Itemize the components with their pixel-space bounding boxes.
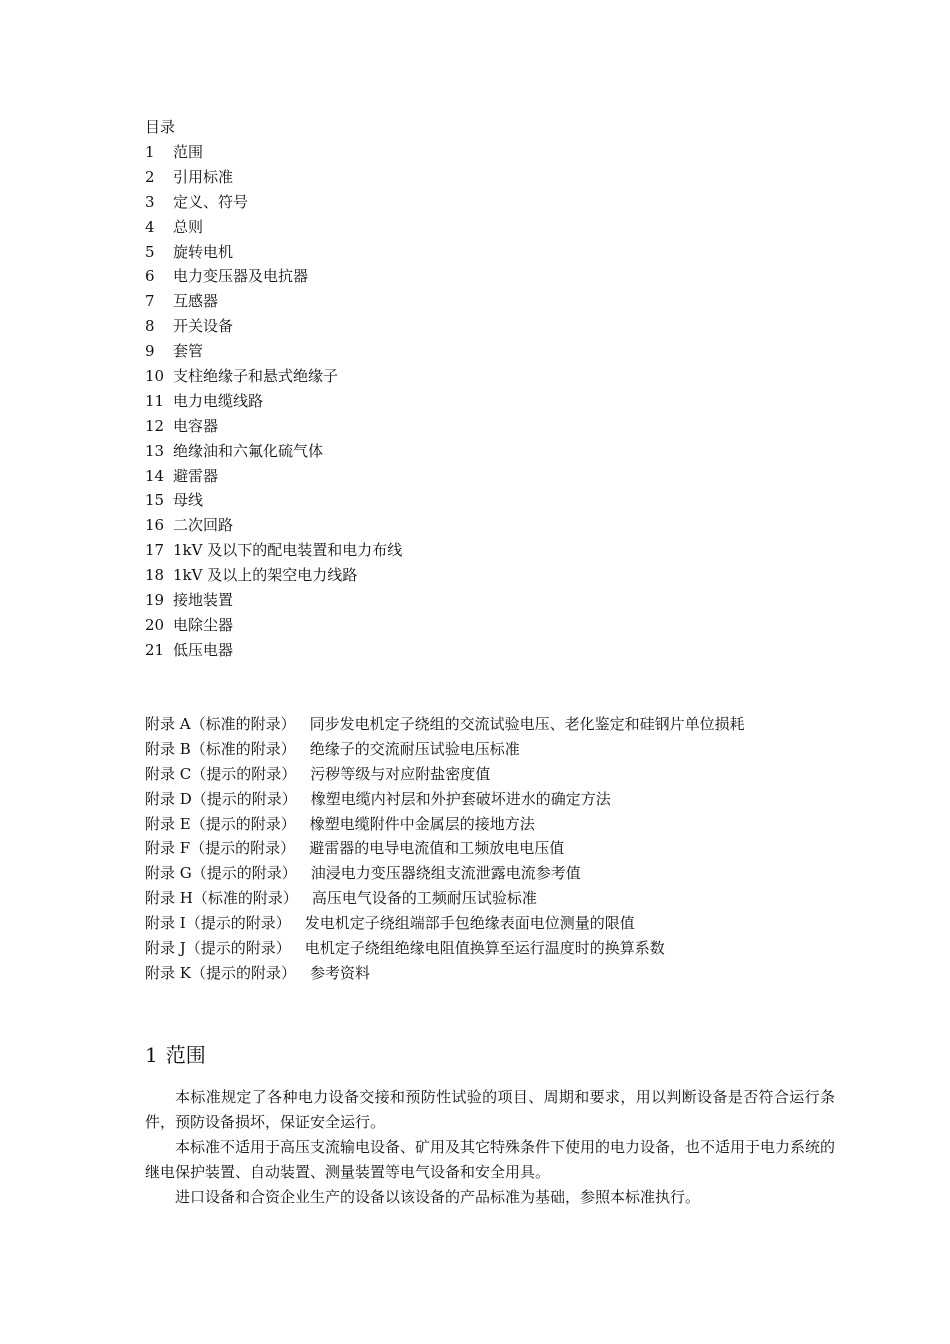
appendix-list — [145, 712, 745, 986]
toc-item — [145, 264, 835, 289]
appendix-title: 橡塑电缆内衬层和外护套破坏进水的确定方法 — [310, 789, 611, 808]
toc-item — [145, 464, 835, 489]
appendix-title: 橡塑电缆附件中金属层的接地方法 — [309, 814, 535, 833]
toc-item-label: 电容器 — [173, 416, 219, 435]
section-number: 1 — [145, 1043, 158, 1067]
appendix-item — [145, 712, 745, 737]
appendix-label: 附录 C（提示的附录） — [145, 764, 297, 783]
toc-item — [145, 563, 835, 588]
toc-item — [145, 240, 835, 265]
toc-item — [145, 364, 835, 389]
appendix-title: 油浸电力变压器绕组支流泄露电流参考值 — [310, 864, 581, 883]
appendix-item — [145, 836, 745, 861]
paragraph: 本标准规定了各种电力设备交接和预防性试验的项目、周期和要求，用以判断设备是否符合运行条件，预防设备损坏，保证安全运行。 — [145, 1088, 835, 1131]
toc-item-label: 母线 — [173, 491, 204, 510]
toc-item — [145, 439, 835, 464]
appendix-item — [145, 961, 745, 986]
toc-item-label: 定义、符号 — [173, 192, 249, 211]
toc-item-label: 套管 — [173, 342, 204, 361]
toc-item-number: 13 — [145, 441, 165, 460]
toc-item-number: 16 — [145, 516, 165, 535]
toc-item-number: 18 — [145, 566, 165, 585]
appendix-label: 附录 K（提示的附录） — [145, 963, 296, 982]
appendix-title: 发电机定子绕组端部手包绝缘表面电位测量的限值 — [304, 914, 635, 933]
toc-item-number: 12 — [145, 416, 165, 435]
toc-item — [145, 140, 835, 165]
toc-item-number: 7 — [145, 292, 155, 311]
toc-item-number: 17 — [145, 541, 165, 560]
appendix-label: 附录 J（提示的附录） — [145, 939, 291, 958]
toc-item-number: 3 — [145, 192, 155, 211]
toc-item — [145, 488, 835, 513]
appendix-item — [145, 936, 745, 961]
appendix-title: 避雷器的电导电流值和工频放电电压值 — [309, 839, 565, 858]
paragraph: 进口设备和合资企业生产的设备以该设备的产品标准为基础，参照本标准执行。 — [175, 1188, 701, 1206]
toc-item — [145, 538, 835, 563]
toc-item-label: 旋转电机 — [173, 242, 234, 261]
appendix-title: 同步发电机定子绕组的交流试验电压、老化鉴定和硅钢片单位损耗 — [309, 715, 745, 733]
toc-item-label: 二次回路 — [173, 516, 234, 535]
toc-item — [145, 289, 835, 314]
toc-item-number: 2 — [145, 167, 155, 186]
appendix-title: 高压电气设备的工频耐压试验标准 — [311, 889, 537, 908]
toc-item — [145, 215, 835, 240]
toc-title: 目录 — [145, 118, 176, 136]
appendix-label: 附录 I（提示的附录） — [145, 914, 291, 933]
appendix-label: 附录 A（标准的附录） — [145, 715, 296, 733]
appendix-item — [145, 787, 745, 812]
toc-item-label: 绝缘油和六氟化硫气体 — [173, 441, 324, 460]
toc-item-label: 低压电器 — [173, 640, 234, 659]
section-heading — [145, 1040, 206, 1070]
toc-item-label: 互感器 — [173, 292, 219, 311]
toc-item-label: 范围 — [173, 143, 204, 161]
toc-item — [145, 513, 835, 538]
toc-item-number: 8 — [145, 317, 155, 336]
toc-item — [145, 638, 835, 663]
toc-item-number: 20 — [145, 615, 165, 634]
appendix-title: 参考资料 — [309, 963, 370, 982]
toc-item-label: 支柱绝缘子和悬式绝缘子 — [173, 367, 339, 386]
toc-list — [145, 140, 835, 663]
appendix-item — [145, 762, 745, 787]
toc-item — [145, 190, 835, 215]
section-body — [145, 1085, 835, 1210]
toc-item-number: 21 — [145, 640, 165, 659]
toc-item — [145, 414, 835, 439]
appendix-item — [145, 861, 745, 886]
toc-item-number: 10 — [145, 367, 165, 386]
toc-item-number: 15 — [145, 491, 165, 510]
toc-item-label: 开关设备 — [173, 317, 234, 336]
toc-item — [145, 613, 835, 638]
appendix-title: 绝缘子的交流耐压试验电压标准 — [309, 739, 520, 758]
toc-item — [145, 165, 835, 190]
toc-item-label: 总则 — [173, 217, 204, 236]
appendix-label: 附录 D（提示的附录） — [145, 789, 297, 808]
toc-item — [145, 339, 835, 364]
toc-item-label: 接地装置 — [173, 591, 234, 610]
toc-item — [145, 314, 835, 339]
toc-item-number: 5 — [145, 242, 155, 261]
appendix-label: 附录 B（标准的附录） — [145, 739, 296, 758]
appendix-label: 附录 F（提示的附录） — [145, 839, 296, 858]
toc-item-number: 9 — [145, 342, 155, 361]
toc-item-label: 电除尘器 — [173, 615, 234, 634]
appendix-item — [145, 911, 745, 936]
appendix-title: 污秽等级与对应附盐密度值 — [310, 764, 491, 783]
toc-item-label: 电力电缆线路 — [173, 391, 264, 410]
document-page — [145, 115, 836, 1206]
toc-item-label: 1kV 及以上的架空电力线路 — [173, 566, 358, 585]
toc-item-label: 1kV 及以下的配电装置和电力布线 — [173, 541, 403, 560]
appendix-item — [145, 886, 745, 911]
toc-item-number: 4 — [145, 217, 155, 236]
toc-item-number: 19 — [145, 591, 165, 610]
toc-item-label: 电力变压器及电抗器 — [173, 267, 309, 286]
toc-item-number: 6 — [145, 267, 155, 286]
toc-item-number: 1 — [145, 143, 155, 161]
toc-item-label: 避雷器 — [173, 466, 219, 485]
appendix-label: 附录 E（提示的附录） — [145, 814, 296, 833]
toc-item-label: 引用标准 — [173, 167, 234, 186]
toc-item-number: 14 — [145, 466, 165, 485]
toc-item-number: 11 — [145, 391, 165, 410]
section-title: 范围 — [165, 1043, 206, 1067]
appendix-item — [145, 737, 745, 762]
appendix-item — [145, 812, 745, 837]
appendix-label: 附录 G（提示的附录） — [145, 864, 297, 883]
toc-item — [145, 389, 835, 414]
appendix-label: 附录 H（标准的附录） — [145, 889, 298, 908]
paragraph: 本标准不适用于高压支流输电设备、矿用及其它特殊条件下使用的电力设备，也不适用于电力系统的继电保护装置、自动装置、测量装置等电气设备和安全用具。 — [145, 1138, 836, 1181]
toc-item — [145, 588, 835, 613]
appendix-title: 电机定子绕组绝缘电阻值换算至运行温度时的换算系数 — [304, 939, 665, 958]
